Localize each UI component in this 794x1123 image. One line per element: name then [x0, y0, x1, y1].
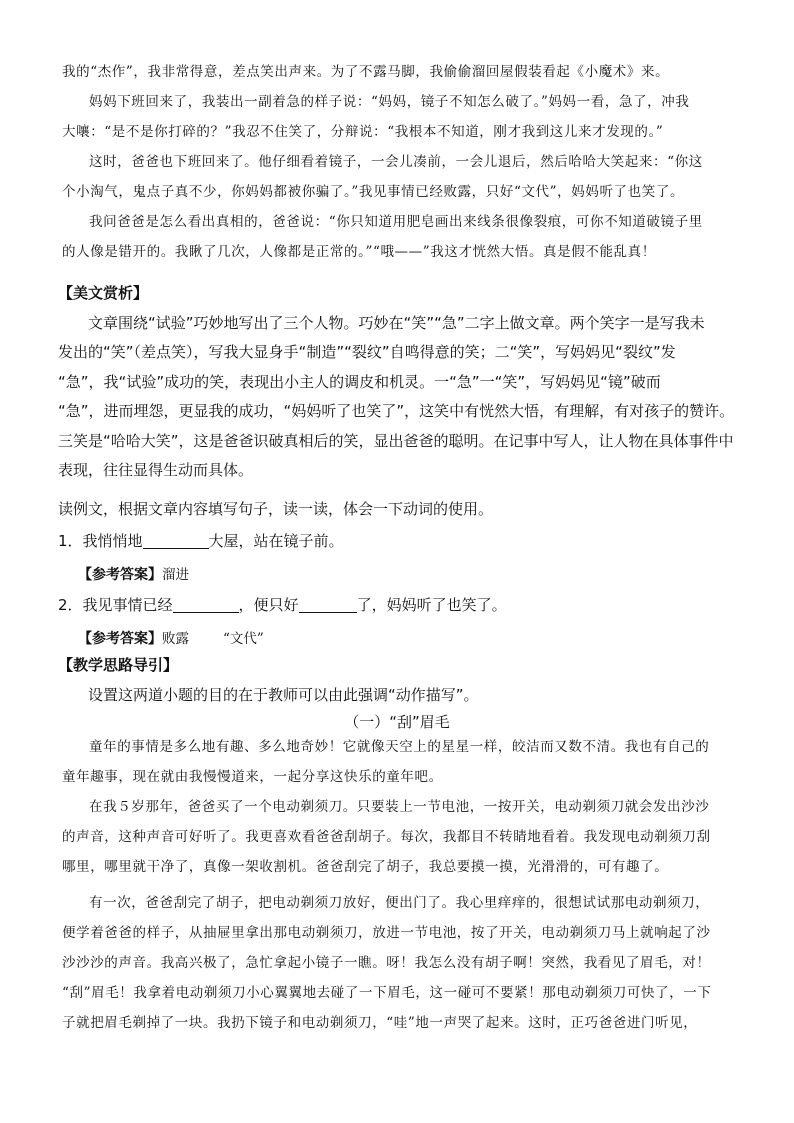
story-line: 我问爸爸是怎么看出真相的，爸爸说：“你只知道用肥皂画出来线条很像裂痕，可你不知道破镜子里: [89, 214, 703, 230]
appreciation-line: 文章围绕“试验”巧妙地写出了三个人物。巧妙在“笑”“急”二字上做文章。两个笑字一是写我未: [88, 313, 705, 332]
answer-text: “文代”: [223, 631, 264, 647]
appreciation-line: “急”，我“试验”成功的笑，表现出小主人的调皮和机灵。一“急”一“笑”，写妈妈见“镜”破而: [58, 372, 661, 391]
exercise-section: [58, 495, 733, 655]
story-line: 我的“杰作”，我非常得意，差点笑出声来。为了不露马脚，我偷偷溜回屋假装看起《小魔术》来。: [62, 64, 670, 80]
answer-tag: 【参考答案】: [78, 631, 162, 647]
answer-blank[interactable]: [299, 596, 357, 613]
question-1-text: 大屋，站在镜子前。: [208, 531, 344, 550]
question-1-text: 1．我悄悄地: [58, 531, 143, 550]
teaching-section: [58, 651, 733, 710]
answer-blank[interactable]: [143, 532, 209, 549]
exercise-instruction: 读例文，根据文章内容填写句子，读一读，体会一下动词的使用。: [58, 500, 494, 518]
appreciation-line: 三笑是“哈哈大笑”，这是爸爸识破真相后的笑，显出爸爸的聪明。在记事中写人，让人物在具体事件中: [58, 431, 734, 450]
story-line: 大嚷：“是不是你打碎的？”我忍不住笑了，分辩说：“我根本不知道，刚才我到这儿来才发现的。”: [62, 124, 664, 140]
story-line: 个小淘气，鬼点子真不少，你妈妈都被你骗了。”我见事情已经败露，只好“文代”，妈妈听了也笑了。: [62, 184, 685, 200]
story-line: 的声音，这种声音可好听了。我更喜欢看爸爸刮胡子。每次，我都目不转睛地看着。我发现电动剃须刀刮: [62, 829, 711, 845]
question-2: [58, 591, 733, 621]
story-title: （一）“刮”眉毛: [344, 713, 450, 731]
appreciation-heading: 【美文赏析】: [58, 284, 149, 302]
teaching-text: 设置这两道小题的目的在于教师可以由此强调“动作描写”。: [88, 685, 479, 704]
answer-text: 败露: [162, 631, 189, 647]
story-line: 沙沙沙的声音。我高兴极了，急忙拿起小镜子一瞧。呀！我怎么没有胡子啊！突然，我看见了眉毛，对！: [62, 955, 711, 971]
appreciation-line: “急”，进而埋怨，更显我的成功，“妈妈听了也笑了”，这笑中有恍然大悟，有理解，有对孩子的赞许。: [58, 402, 735, 420]
question-1: [58, 527, 733, 557]
story-excerpt: [62, 57, 737, 267]
appreciation-line: 表现，往往显得生动而具体。: [58, 461, 254, 479]
question-2-text: 了，妈妈听了也笑了。: [356, 595, 507, 614]
story-line: 有一次，爸爸刮完了胡子，把电动剃须刀放好，便出门了。我心里痒痒的，很想试试那电动剃须刀，: [89, 895, 710, 911]
answer-1: [58, 561, 733, 591]
answer-blank[interactable]: [173, 596, 239, 613]
story-line: 童年的事情是多么地有趣、多么地奇妙！它就像天空上的星星一样，皎洁而又数不清。我也有自己的: [89, 739, 710, 755]
story-line: 这时，爸爸也下班回来了。他仔细看着镜子，一会儿凑前，一会儿退后，然后哈哈大笑起来：“你这: [89, 154, 703, 170]
question-2-text: ，便只好: [238, 595, 299, 614]
appreciation-section: [58, 279, 733, 486]
story-line: 妈妈下班回来了，我装出一副着急的样子说：“妈妈，镜子不知怎么破了。”妈妈一看，急了，冲我: [89, 94, 690, 110]
appreciation-line: 发出的“笑”（差点笑），写我大显身手“制造”“裂纹”自鸣得意的笑；二“笑”，写妈妈见“裂纹”发: [58, 343, 676, 361]
story-line: 哪里，哪里就干净了，真像一架收割机。爸爸刮完了胡子，我总要摸一摸，光滑滑的，可有趣了。: [62, 859, 669, 875]
story-body: [62, 732, 737, 1038]
story-line: 童年趣事，现在就由我慢慢道来，一起分享这快乐的童年吧。: [62, 769, 443, 785]
answer-tag: 【参考答案】: [78, 567, 162, 583]
question-2-text: 2．我见事情已经: [58, 595, 173, 614]
answer-text: 溜进: [162, 567, 189, 583]
story-line: 子就把眉毛剃掉了一块。我扔下镜子和电动剃须刀，“哇”地一声哭了起来。这时，正巧爸爸进门听见，: [62, 1015, 698, 1031]
story-line: 便学着爸爸的样子，从抽屉里拿出那电动剃须刀，放进一节电池，按了开关，电动剃须刀马上就响起了沙: [62, 925, 711, 941]
story-line: “刮”眉毛！我拿着电动剃须刀小心翼翼地去碰了一下眉毛，这一碰可不要紧！那电动剃须刀可快了，一下: [62, 985, 712, 1001]
teaching-heading: 【教学思路导引】: [58, 656, 179, 674]
story-line: 在我５岁那年，爸爸买了一个电动剃须刀。只要装上一节电池，一按开关，电动剃须刀就会发出沙沙: [89, 799, 710, 815]
story-line: 的人像是错开的。我瞅了几次，人像都是正常的。”“哦——”我这才恍然大悟。真是假不能乱真！: [62, 244, 656, 260]
